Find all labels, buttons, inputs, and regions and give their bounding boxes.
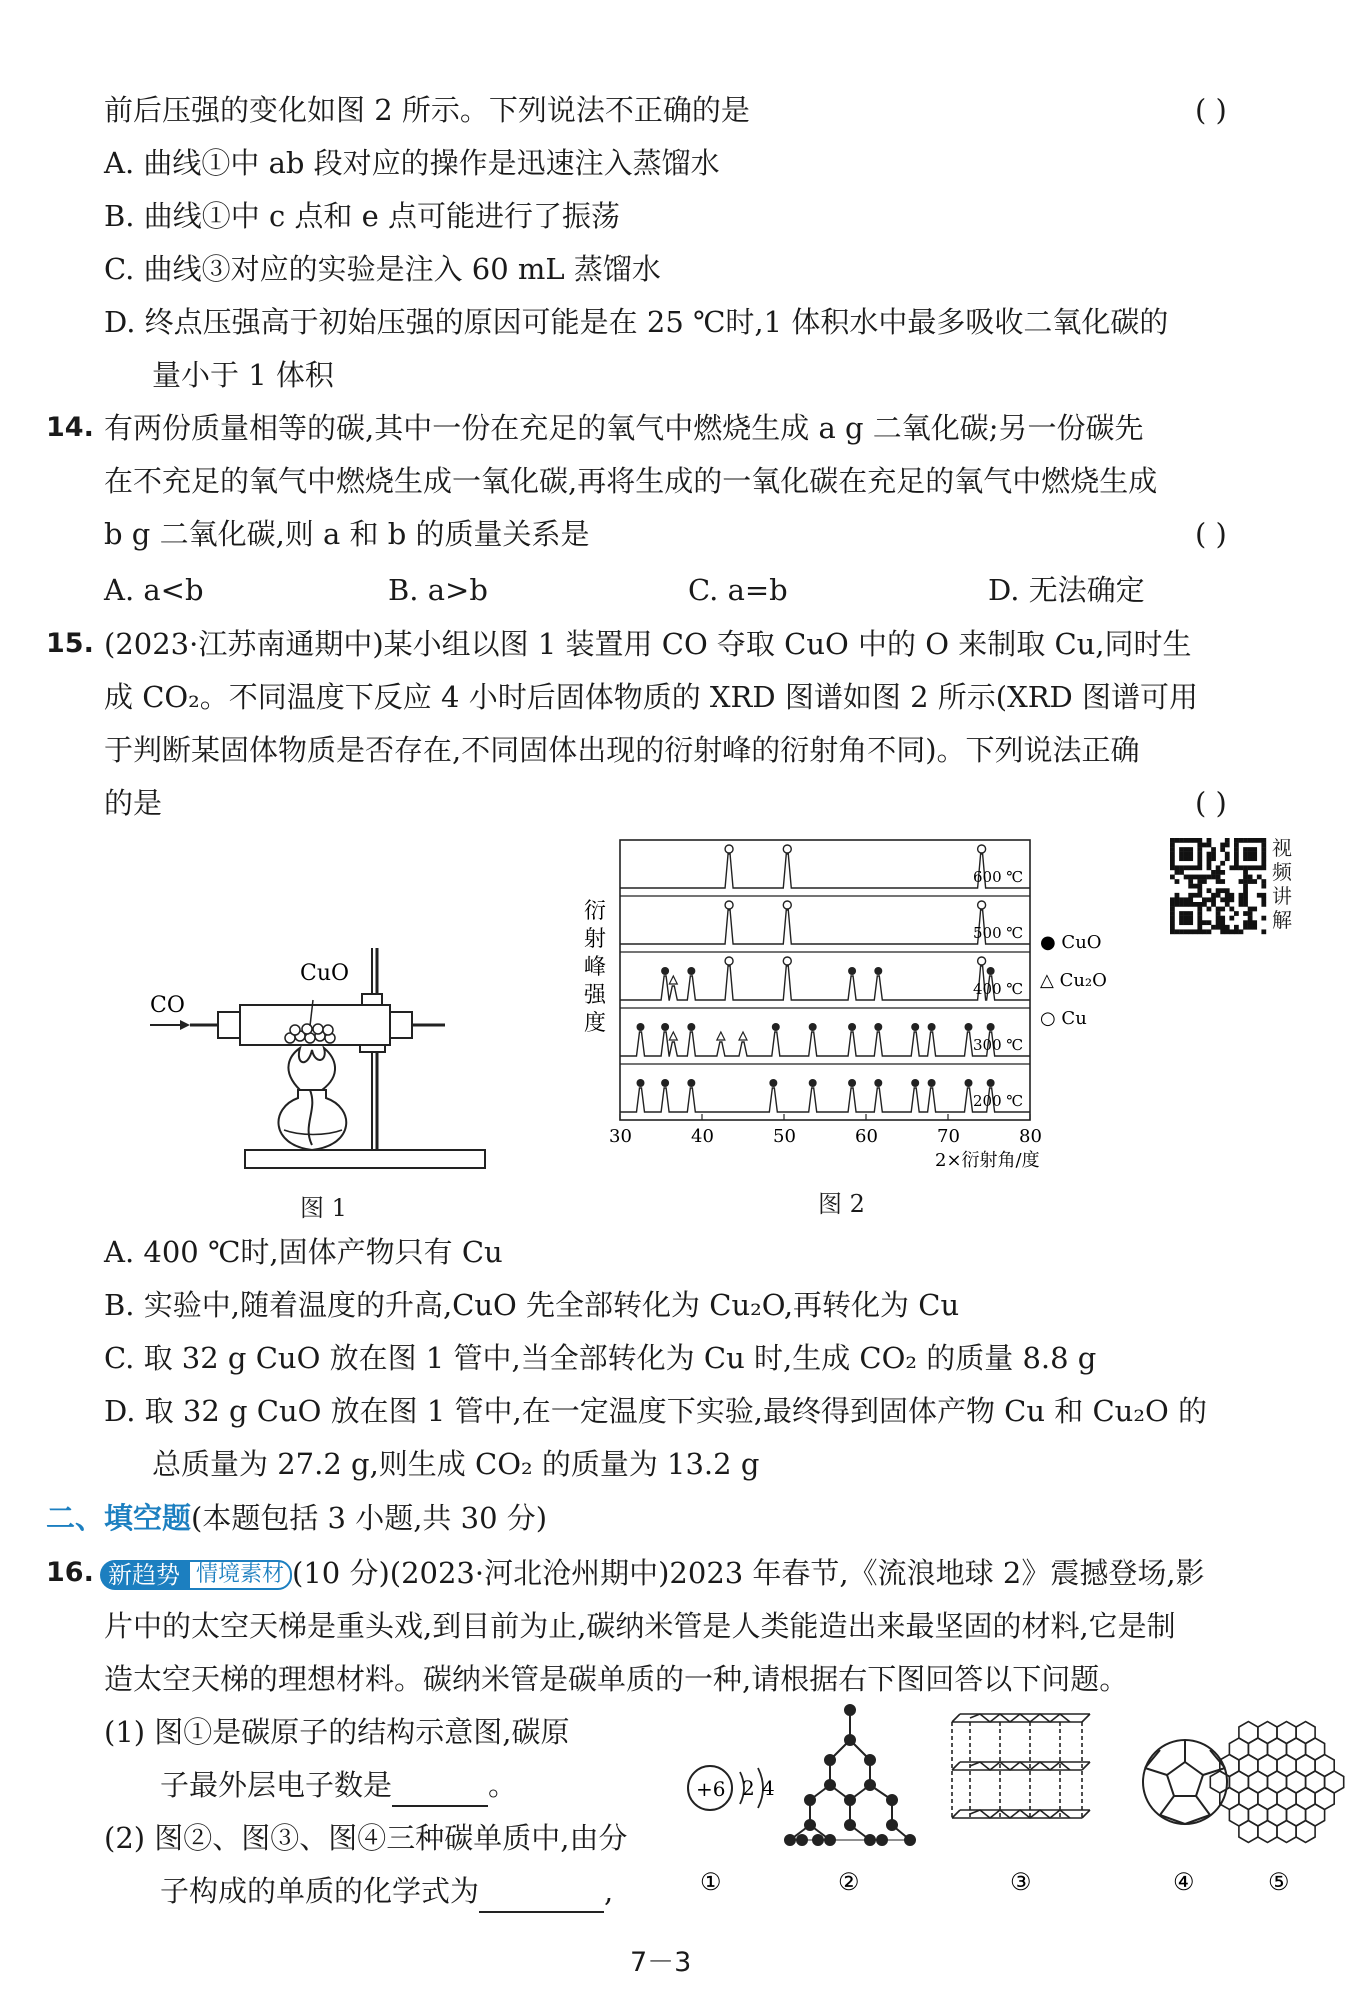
- qr-code-icon[interactable]: [1170, 838, 1266, 934]
- x-tick-label: 30: [609, 1126, 632, 1147]
- x-axis-label: 2×衍射角/度: [935, 1150, 1040, 1171]
- x-tick-label: 60: [855, 1126, 878, 1147]
- q13-option-c: C. 曲线③对应的实验是注入 60 mL 蒸馏水: [104, 252, 661, 286]
- peak-marker-cuo: [687, 1023, 695, 1031]
- peak-marker-cuo: [809, 1023, 817, 1031]
- c60-structure: [1143, 1740, 1227, 1824]
- series-label: 200 ℃: [973, 1092, 1024, 1110]
- graphene-structure: [1210, 1722, 1343, 1843]
- carbon-atom-diagram: [688, 1766, 775, 1810]
- answer-blank-1[interactable]: [392, 1765, 488, 1807]
- q15-answer-paren: ( ): [1195, 786, 1227, 820]
- peak-marker-cu2o: [669, 976, 677, 984]
- graphite-structure: [952, 1714, 1090, 1818]
- series-line: [620, 1032, 1030, 1056]
- q15-option-d-cont: 总质量为 27.2 g,则生成 CO₂ 的质量为 13.2 g: [152, 1447, 760, 1481]
- answer-blank-2[interactable]: [479, 1871, 604, 1913]
- q13-option-d: D. 终点压强高于初始压强的原因可能是在 25 ℃时,1 体积水中最多吸收二氧化碳的: [104, 305, 1169, 339]
- q15-option-a: A. 400 ℃时,固体产物只有 Cu: [104, 1235, 503, 1269]
- q13-stem-tail: 前后压强的变化如图 2 所示。下列说法不正确的是: [104, 93, 750, 127]
- peak-marker-cuo: [874, 1079, 882, 1087]
- series-line: [620, 910, 1030, 944]
- peak-marker-cuo: [809, 1079, 817, 1087]
- peak-marker-cu: [783, 957, 791, 965]
- series-label: 600 ℃: [973, 868, 1024, 886]
- y-axis-label-char: 度: [584, 1011, 607, 1036]
- peak-marker-cu2o: [739, 1032, 747, 1040]
- q15-option-d: D. 取 32 g CuO 放在图 1 管中,在一定温度下实验,最终得到固体产物 Cu 和 Cu₂O 的: [104, 1394, 1207, 1428]
- atom-nucleus: +6: [696, 1777, 726, 1801]
- series-line: [620, 854, 1030, 888]
- peak-marker-cuo: [928, 1079, 936, 1087]
- peak-marker-cu: [978, 901, 986, 909]
- atom-shell1-electrons: 2: [742, 1776, 755, 1800]
- q15-line3: 于判断某固体物质是否存在,不同固体出现的衍射峰的衍射角不同)。下列说法正确: [104, 733, 1140, 767]
- peak-marker-cuo: [911, 1079, 919, 1087]
- series-label: 300 ℃: [973, 1036, 1024, 1054]
- fig-label-1: ①: [700, 1868, 722, 1896]
- x-tick-label: 50: [773, 1126, 796, 1147]
- peak-marker-cu: [783, 901, 791, 909]
- peak-marker-cuo: [848, 967, 856, 975]
- peak-marker-cu: [725, 901, 733, 909]
- q15-figure2-caption: 图 2: [818, 1190, 865, 1218]
- q13-option-d-cont: 量小于 1 体积: [152, 358, 334, 392]
- peak-marker-cuo: [661, 1023, 669, 1031]
- diamond-structure: [785, 1705, 915, 1845]
- q15-line4: 的是: [104, 786, 163, 820]
- peak-marker-cu: [725, 845, 733, 853]
- q16-sub1-line2: 子最外层电子数是 。: [160, 1765, 517, 1807]
- peak-marker-cuo: [987, 1023, 995, 1031]
- q14-option-c: C. a=b: [688, 573, 788, 607]
- peak-marker-cu: [725, 957, 733, 965]
- q14-number: 14.: [46, 412, 94, 443]
- q13-option-b: B. 曲线①中 c 点和 e 点可能进行了振荡: [104, 199, 621, 233]
- legend-entry: ● CuO: [1040, 932, 1102, 953]
- q13-option-a: A. 曲线①中 ab 段对应的操作是迅速注入蒸馏水: [104, 146, 720, 180]
- co-label: CO: [150, 993, 185, 1018]
- peak-marker-cuo: [874, 967, 882, 975]
- q14-option-a: A. a<b: [104, 573, 204, 607]
- q16-line3: 造太空天梯的理想材料。碳纳米管是碳单质的一种,请根据右下图回答以下问题。: [104, 1662, 1129, 1696]
- legend-entry: ○ Cu: [1040, 1008, 1087, 1029]
- qr-video-label: 视 频 讲 解: [1272, 836, 1292, 932]
- peak-marker-cuo: [687, 967, 695, 975]
- peak-marker-cuo: [661, 967, 669, 975]
- fig-label-5: ⑤: [1268, 1868, 1290, 1896]
- y-axis-label-char: 强: [584, 983, 607, 1008]
- plot-frame: [620, 840, 1030, 1120]
- q14-option-d: D. 无法确定: [988, 573, 1145, 607]
- fig-label-4: ④: [1173, 1868, 1195, 1896]
- q14-line3: b g 二氧化碳,则 a 和 b 的质量关系是: [104, 517, 590, 551]
- series-line: [620, 966, 1030, 1000]
- peak-marker-cuo: [911, 1023, 919, 1031]
- cuo-label: CuO: [300, 961, 350, 986]
- peak-marker-cuo: [772, 1023, 780, 1031]
- series-label: 500 ℃: [973, 924, 1024, 942]
- q15-option-c: C. 取 32 g CuO 放在图 1 管中,当全部转化为 Cu 时,生成 CO₂ 的质量 8.8 g: [104, 1341, 1097, 1375]
- peak-marker-cuo: [661, 1079, 669, 1087]
- section-note: (本题包括 3 小题,共 30 分): [191, 1501, 548, 1535]
- page-number: 7－3: [630, 1947, 692, 1978]
- peak-marker-cuo: [769, 1079, 777, 1087]
- q13-answer-paren: ( ): [1195, 93, 1227, 127]
- series-label: 400 ℃: [973, 980, 1024, 998]
- peak-marker-cu: [783, 845, 791, 853]
- peak-marker-cuo: [987, 1079, 995, 1087]
- q15-line2: 成 CO₂。不同温度下反应 4 小时后固体物质的 XRD 图谱如图 2 所示(XRD 图谱可用: [104, 680, 1199, 714]
- peak-marker-cuo: [848, 1079, 856, 1087]
- peak-marker-cuo: [848, 1023, 856, 1031]
- peak-marker-cuo: [637, 1079, 645, 1087]
- q15-figure2-xrd-chart: [570, 830, 1107, 1171]
- q14-option-b: B. a>b: [388, 573, 488, 607]
- trend-tag: 新趋势: [100, 1560, 188, 1590]
- q16-line1: 新趋势 情境素材 (10 分)(2023·河北沧州期中)2023 年春节,《流浪地球 2》震撼登场,影: [100, 1553, 1205, 1593]
- q16-number: 16.: [46, 1557, 94, 1588]
- y-axis-label-char: 衍: [584, 899, 607, 924]
- fig-label-2: ②: [838, 1868, 860, 1896]
- q16-sub2-line2: 子构成的单质的化学式为 ,: [160, 1871, 613, 1913]
- q15-figure1-caption: 图 1: [300, 1194, 347, 1222]
- atom-shell2-electrons: 4: [762, 1776, 775, 1800]
- q16-line2: 片中的太空天梯是重头戏,到目前为止,碳纳米管是人类能造出来最坚固的材料,它是制: [104, 1609, 1176, 1643]
- q14-line2: 在不充足的氧气中燃烧生成一氧化碳,再将生成的一氧化碳在充足的氧气中燃烧生成: [104, 464, 1158, 498]
- q16-sub2-line1: (2) 图②、图③、图④三种碳单质中,由分: [104, 1821, 628, 1855]
- peak-marker-cu: [978, 845, 986, 853]
- peak-marker-cu2o: [669, 1032, 677, 1040]
- q15-figure1-apparatus: [150, 940, 490, 1180]
- x-tick-label: 80: [1019, 1126, 1042, 1147]
- carbon-structures-figure: [670, 1700, 1320, 1900]
- peak-marker-cuo: [687, 1079, 695, 1087]
- peak-marker-cuo: [965, 1023, 973, 1031]
- q16-sub1-line1: (1) 图①是碳原子的结构示意图,碳原: [104, 1715, 570, 1749]
- peak-marker-cu2o: [717, 1032, 725, 1040]
- peak-marker-cuo: [874, 1023, 882, 1031]
- legend-entry: △ Cu₂O: [1040, 970, 1107, 991]
- q15-option-b: B. 实验中,随着温度的升高,CuO 先全部转化为 Cu₂O,再转化为 Cu: [104, 1288, 960, 1322]
- peak-marker-cuo: [965, 1079, 973, 1087]
- section-fill-in-title: 二、填空题(本题包括 3 小题,共 30 分): [46, 1501, 548, 1535]
- peak-marker-cuo: [637, 1023, 645, 1031]
- peak-marker-cuo: [928, 1023, 936, 1031]
- context-tag: 情境素材: [188, 1560, 292, 1590]
- peak-marker-cu: [978, 957, 986, 965]
- peak-marker-cuo: [987, 967, 995, 975]
- y-axis-label-char: 射: [584, 927, 607, 952]
- q14-line1: 有两份质量相等的碳,其中一份在充足的氧气中燃烧生成 a g 二氧化碳;另一份碳先: [104, 411, 1144, 445]
- x-tick-label: 40: [691, 1126, 714, 1147]
- fig-label-3: ③: [1010, 1868, 1032, 1896]
- series-line: [620, 1088, 1030, 1112]
- q15-line1: (2023·江苏南通期中)某小组以图 1 装置用 CO 夺取 CuO 中的 O 来制取 Cu,同时生: [104, 627, 1192, 661]
- x-tick-label: 70: [937, 1126, 960, 1147]
- q14-answer-paren: ( ): [1195, 517, 1227, 551]
- q15-number: 15.: [46, 628, 94, 659]
- y-axis-label-char: 峰: [584, 955, 607, 980]
